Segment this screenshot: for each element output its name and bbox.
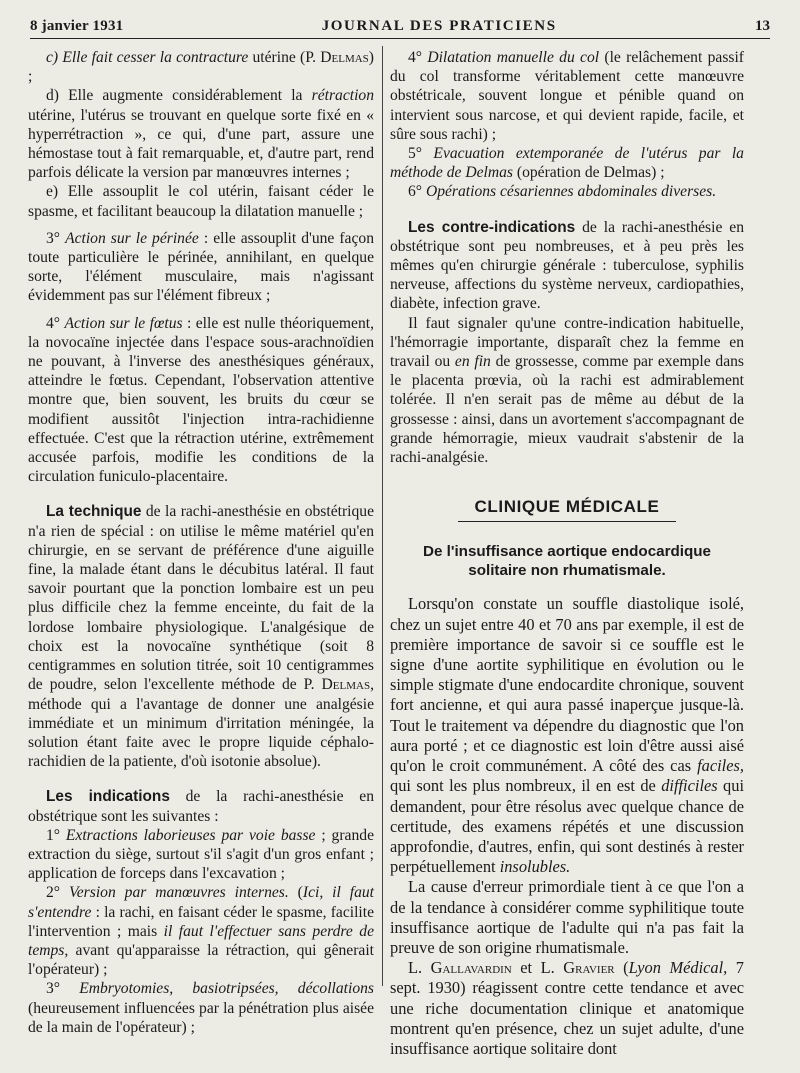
indication-5: 5° Evacuation extemporanée de l'utérus par la méthode de Delmas (opération de Delmas) ; <box>390 145 744 182</box>
journal-title: JOURNAL DES PRATICIENS <box>321 17 557 34</box>
page-number: 13 <box>754 17 770 34</box>
left-column <box>28 48 374 1037</box>
indication-3: 3° Embryotomies, basiotripsées, décollations (heureusement influencées par la pénétration plus aisée de la main de l'opérateur) ; <box>28 980 374 1036</box>
paragraph-c: c) Elle fait cesser la contracture utérine (P. Delmas) ; <box>28 49 374 86</box>
paragraph-foetus: 4° Action sur le fœtus : elle est nulle théoriquement, la novocaïne injectée dans l'espace sous-arachnoïdien ne pouvant, à l'inverse des anesthésiques généraux, atteindre le fœtus. Cependant, l'observation attentive montre que, bien souvent, les bruits du cœur se modifient aussitôt l'injection intra-rachidienne effectuée. C'est que la rétraction utérine, extrêmement accusée parfois, modifie les conditions de la circulation funiculo-placentaire. <box>28 314 374 486</box>
section-title-rule <box>458 521 676 522</box>
paragraph-e: e) Elle assouplit le col utérin, faisant céder le spasme, et facilitant beaucoup la dilatation manuelle ; <box>28 183 374 220</box>
indication-6: 6° Opérations césariennes abdominales diverses. <box>408 183 717 201</box>
paragraph-d: d) Elle augmente considérablement la rétraction utérine, l'utérus se trouvant en quelque sorte fixé en « hyperrétraction », ce qui, d'une part, assure une hémostase tout à fait remarquable, et, d'autre part, rend parfois délicate la version par manœuvres internes ; <box>28 87 374 182</box>
article-paragraph-1: Lorsqu'on constate un souffle diastolique isolé, chez un sujet entre 40 et 70 ans par exemple, il est de première importance de savoir si ce souffle est le signe d'une aortite syphilitique en évolution ou le simple stigmate d'une endocardite chronique, souvent fort ancienne, et qui aura passé inaperçue jusque-là. Tout le traitement va dépendre du diagnostic que l'on aura porté ; et ce diagnostic est loin d'être aussi aisé qu'on le croit communément. A côté des cas faciles, qui sont les plus nombreux, il en est de difficiles qui demandent, pour être résolus avec quelque chance de certitude, des examens répétés et une discussion approfondie, d'autres, enfin, qui sont destinés à rester perpétuellement insolubles. <box>390 594 744 877</box>
indication-1: 1° Extractions laborieuses par voie basse ; grande extraction du siège, surtout s'il s'agit d'un gros enfant ; application de forceps dans l'excavation ; <box>28 826 374 883</box>
article-paragraph-3: L. Gallavardin et L. Gravier (Lyon Médical, 7 sept. 1930) réagissent contre cette tendance et avec une riche documentation clinique et anatomique montrent qu'en présence, chez un sujet adulte, d'une insuffisance aortique solitaire dont <box>390 958 745 1058</box>
paragraph-contre-indications: Les contre-indications de la rachi-anesthésie en obstétrique sont peu nombreuses, et à peu près les mêmes qu'en chirurgie générale : tuberculose, syphilis nerveuse, affections du système nerveux, cardiopathies, diabète, infection grave. <box>390 218 744 313</box>
article-paragraph-2: La cause d'erreur primordiale tient à ce que l'on a de la tendance à considérer comme syphilitique toute insuffisance aortique de l'adulte qui n'a pas fait la preuve de son origine rhumatismale. <box>390 877 744 957</box>
indication-2: 2° Version par manœuvres internes. (Ici, il faut s'entendre : la rachi, en faisant céder le spasme, facilite l'intervention ; mais il faut l'effectuer sans perdre de temps, avant qu'apparaisse la rétraction, qui gênerait l'opérateur) ; <box>28 884 375 979</box>
article-title: De l'insuffisance aortique endocardique solitaire non rhumatismale. <box>422 543 711 580</box>
paragraph-technique: La technique de la rachi-anesthésie en obstétrique n'a rien de spécial : on utilise le même matériel qu'en chirurgie, en se servant de préférence d'une aiguille fine, la malade étant dans le décubitus latéral. Il faut savoir pourtant que la ponction lombaire est un peu plus difficile chez la femme enceinte, du fait de la lordose lombaire physiologique. L'analgésique de choix est la novocaïne synthétique (soit 8 centigrammes en solution titrée, soit 10 centigrammes de poudre, selon l'excellente méthode de P. Delmas, méthode qui a l'avantage de donner une analgésie immédiate et un minimum d'irritation méningée, la solution étant faite avec le propre liquide céphalo-rachidien de la patiente, d'où isotonie absolue). <box>28 503 374 771</box>
column-divider <box>382 46 383 986</box>
paragraph-perinee: 3° Action sur le périnée : elle assouplit d'une façon toute particulière le périnée, annihilant, en quelque sorte, l'élément musculaire, mais n'agissant évidemment pas sur l'élément fibreux ; <box>28 229 374 305</box>
indication-4: 4° Dilatation manuelle du col (le relâchement passif du col transforme véritablement cette manœuvre obstétricale, souvent longue et pénible quand on intervient sous narcose, et qui devient rapide, facile, et sûre sous rachi) ; <box>390 49 744 143</box>
paragraph-indications: Les indications de la rachi-anesthésie en obstétrique sont les suivantes : <box>28 788 374 825</box>
running-header <box>30 14 770 39</box>
section-title: CLINIQUE MÉDICALE <box>474 497 660 517</box>
article-body <box>390 594 744 1059</box>
paragraph-hemorragie: Il faut signaler qu'une contre-indication habituelle, l'hémorragie importante, disparaît chez la femme en travail ou en fin de grossesse, comme par exemple dans le placenta prœvia, où la rachi est admirablement tolérée. Il n'en serait pas de même au début de la grossesse : ainsi, dans un avortement s'accompagnant de grande hémorragie, mieux vaudrait s'abstenir de la rachi-analgésie. <box>390 314 744 467</box>
right-column <box>390 48 744 1059</box>
issue-date: 8 janvier 1931 <box>30 17 124 34</box>
